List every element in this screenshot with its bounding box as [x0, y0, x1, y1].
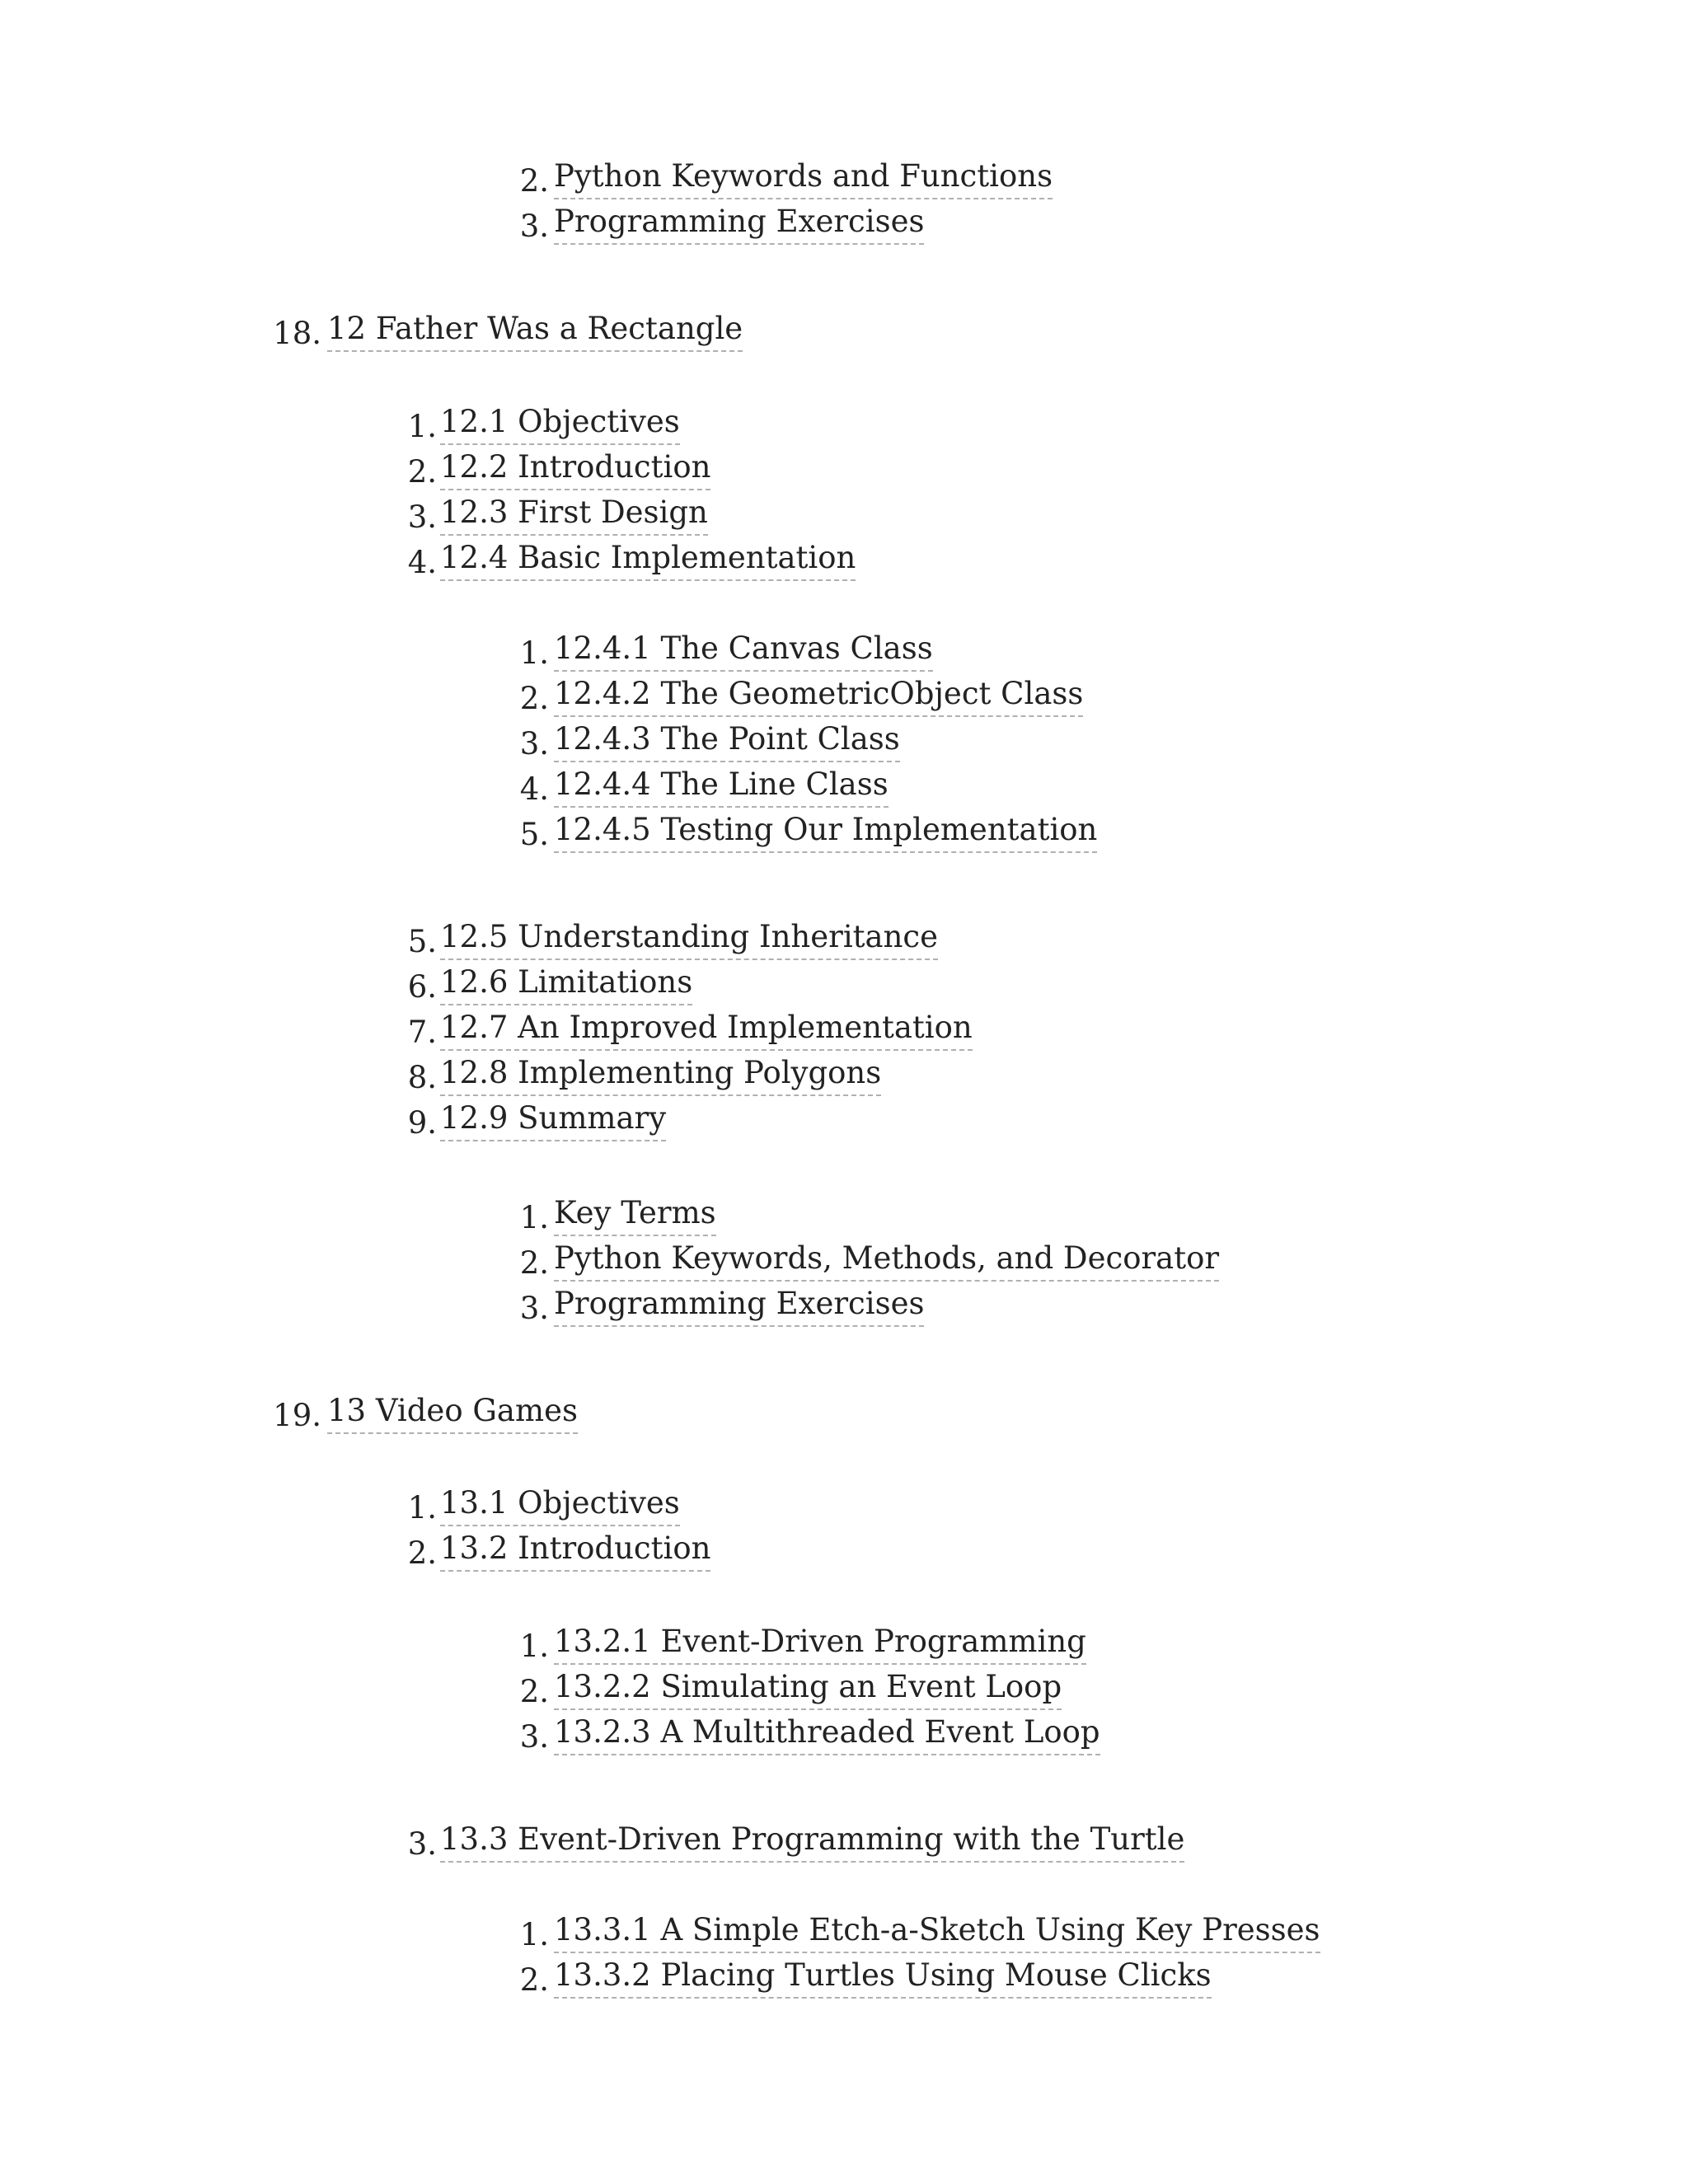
- toc-entry-number: 3.: [407, 1826, 437, 1862]
- toc-entry-number: 2.: [407, 1535, 437, 1571]
- toc-entry-number: 3.: [407, 499, 437, 535]
- toc-link[interactable]: 12.7 An Improved Implementation: [440, 1008, 973, 1051]
- toc-link[interactable]: 12.4.1 The Canvas Class: [554, 629, 933, 672]
- toc-entry-number: 4.: [519, 771, 549, 807]
- toc-entry-number: 18.: [273, 316, 321, 351]
- toc-link[interactable]: 13.3.2 Placing Turtles Using Mouse Clicks: [554, 1956, 1212, 1999]
- toc-entry-number: 7.: [407, 1015, 437, 1050]
- toc-link[interactable]: Python Keywords, Methods, and Decorator: [554, 1239, 1219, 1282]
- toc-entry-number: 5.: [407, 924, 437, 959]
- toc-entry-number: 2.: [519, 681, 549, 716]
- toc-entry-number: 9.: [407, 1105, 437, 1141]
- toc-entry-number: 3.: [519, 209, 549, 244]
- toc-entry-number: 2.: [519, 1962, 549, 1998]
- toc-link[interactable]: 12.4.5 Testing Our Implementation: [554, 810, 1097, 853]
- toc-link[interactable]: 13 Video Games: [327, 1391, 578, 1434]
- toc-entry-number: 1.: [519, 635, 549, 671]
- toc-entry-number: 2.: [407, 454, 437, 490]
- toc-entry-number: 1.: [519, 1917, 549, 1952]
- toc-link[interactable]: 12 Father Was a Rectangle: [327, 309, 743, 352]
- toc-entry-number: 2.: [519, 1674, 549, 1709]
- toc-link[interactable]: 13.1 Objectives: [440, 1483, 680, 1526]
- toc-entry-number: 8.: [407, 1060, 437, 1095]
- toc-link[interactable]: 12.5 Understanding Inheritance: [440, 917, 938, 960]
- toc-link[interactable]: 12.6 Limitations: [440, 963, 692, 1005]
- toc-entry-number: 19.: [273, 1398, 321, 1433]
- toc-link[interactable]: Python Keywords and Functions: [554, 157, 1053, 199]
- toc-entry-number: 1.: [407, 409, 437, 444]
- toc-link[interactable]: 13.3.1 A Simple Etch-a-Sketch Using Key Presses: [554, 1910, 1320, 1953]
- toc-entry-number: 3.: [519, 1291, 549, 1326]
- toc-entry-number: 6.: [407, 969, 437, 1005]
- toc-link[interactable]: 13.2.3 A Multithreaded Event Loop: [554, 1713, 1100, 1755]
- toc-link[interactable]: 12.4.3 The Point Class: [554, 719, 900, 762]
- toc-link[interactable]: 12.3 First Design: [440, 493, 708, 536]
- toc-entry-number: 5.: [519, 817, 549, 852]
- toc-link[interactable]: 13.3 Event-Driven Programming with the Turtle: [440, 1820, 1184, 1863]
- toc-link[interactable]: 12.4.4 The Line Class: [554, 765, 889, 808]
- toc-entry-number: 2.: [519, 163, 549, 199]
- toc-link[interactable]: 13.2 Introduction: [440, 1529, 710, 1572]
- toc-link[interactable]: 12.4.2 The GeometricObject Class: [554, 674, 1083, 717]
- toc-link[interactable]: 12.2 Introduction: [440, 448, 710, 490]
- toc-entry-number: 1.: [519, 1629, 549, 1664]
- toc-link[interactable]: Key Terms: [554, 1193, 716, 1236]
- toc-entry-number: 1.: [407, 1490, 437, 1526]
- toc-link[interactable]: Programming Exercises: [554, 202, 924, 245]
- toc-link[interactable]: 13.2.2 Simulating an Event Loop: [554, 1667, 1062, 1710]
- toc-link[interactable]: Programming Exercises: [554, 1284, 924, 1327]
- toc-entry-number: 4.: [407, 545, 437, 580]
- toc-link[interactable]: 12.8 Implementing Polygons: [440, 1053, 881, 1096]
- toc-entry-number: 3.: [519, 1719, 549, 1755]
- toc-entry-number: 3.: [519, 726, 549, 762]
- toc-entry-number: 2.: [519, 1245, 549, 1281]
- toc-link[interactable]: 12.4 Basic Implementation: [440, 538, 856, 581]
- toc-link[interactable]: 13.2.1 Event-Driven Programming: [554, 1622, 1086, 1665]
- toc-entry-number: 1.: [519, 1200, 549, 1235]
- toc-link[interactable]: 12.1 Objectives: [440, 402, 680, 445]
- toc-link[interactable]: 12.9 Summary: [440, 1099, 666, 1141]
